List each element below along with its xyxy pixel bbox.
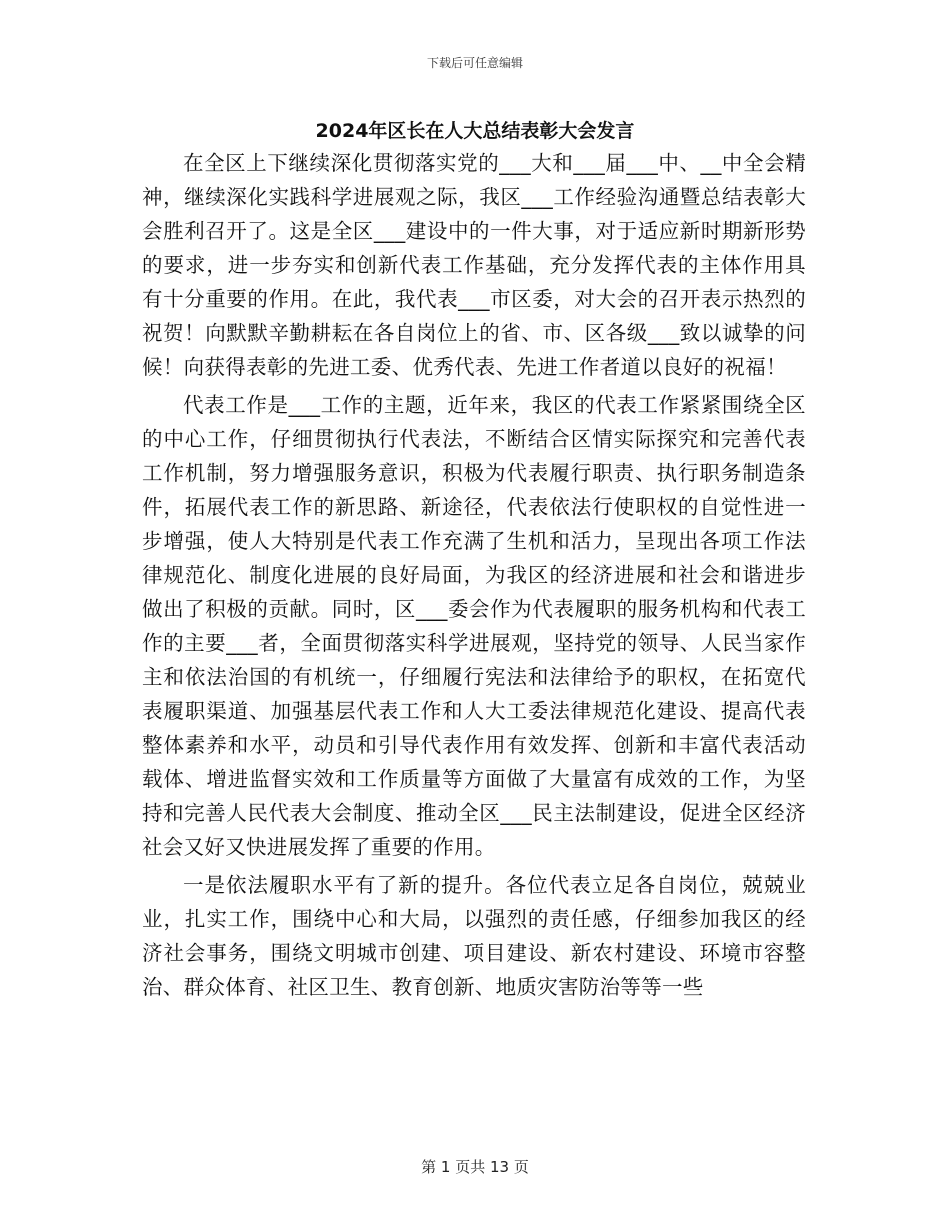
document-body [142,146,806,1004]
header-note: 下载后可任意编辑 [426,56,523,70]
document-title: 2024年区长在人大总结表彰大会发言 [315,120,635,142]
page-number: 第 1 页共 13 页 [421,1158,529,1176]
paragraph-2: 代表工作是___工作的主题，近年来，我区的代表工作紧紧围绕全区的中心工作，仔细贯彻执行代表法，不断结合区情实际探究和完善代表工作机制，努力增强服务意识，积极为代表履行职责、执行职务制造条件，拓展代表工作的新思路、新途径，代表依法行使职权的自觉性进一步增强，使人大特别是代表工作充满了生机和活力，呈现出各项工作法律规范化、制度化进展的良好局面，为我区的经济进展和社会和谐进步做出了积极的贡献。同时，区___委会作为代表履职的服务机构和代表工作的主要___者，全面贯彻落实科学进展观，坚持党的领导、人民当家作主和依法治国的有机统一，仔细履行宪法和法律给予的职权，在拓宽代表履职渠道、加强基层代表工作和人大工委法律规范化建设、提高代表整体素养和水平，动员和引导代表作用有效发挥、创新和丰富代表活动载体、增进监督实效和工作质量等方面做了大量富有成效的工作，为坚持和完善人民代表大会制度、推动全区___民主法制建设，促进全区经济社会又好又快进展发挥了重要的作用。 [142,393,806,859]
paragraph-3: 一是依法履职水平有了新的提升。各位代表立足各自岗位，兢兢业业，扎实工作，围绕中心和大局，以强烈的责任感，仔细参加我区的经济社会事务，围绕文明城市创建、项目建设、新农村建设、环境市容整治、群众体育、社区卫生、教育创新、地质灾害防治等等一些 [142,873,806,999]
paragraph-1: 在全区上下继续深化贯彻落实党的___大和___届___中、__中全会精神，继续深化实践科学进展观之际，我区___工作经验沟通暨总结表彰大会胜利召开了。这是全区___建设中的一件大事，对于适应新时期新形势的要求，进一步夯实和创新代表工作基础，充分发挥代表的主体作用具有十分重要的作用。在此，我代表___市区委，对大会的召开表示热烈的祝贺！向默默辛勤耕耘在各自岗位上的省、市、区各级___致以诚挚的问候！向获得表彰的先进工委、优秀代表、先进工作者道以良好的祝福！ [142,151,806,379]
